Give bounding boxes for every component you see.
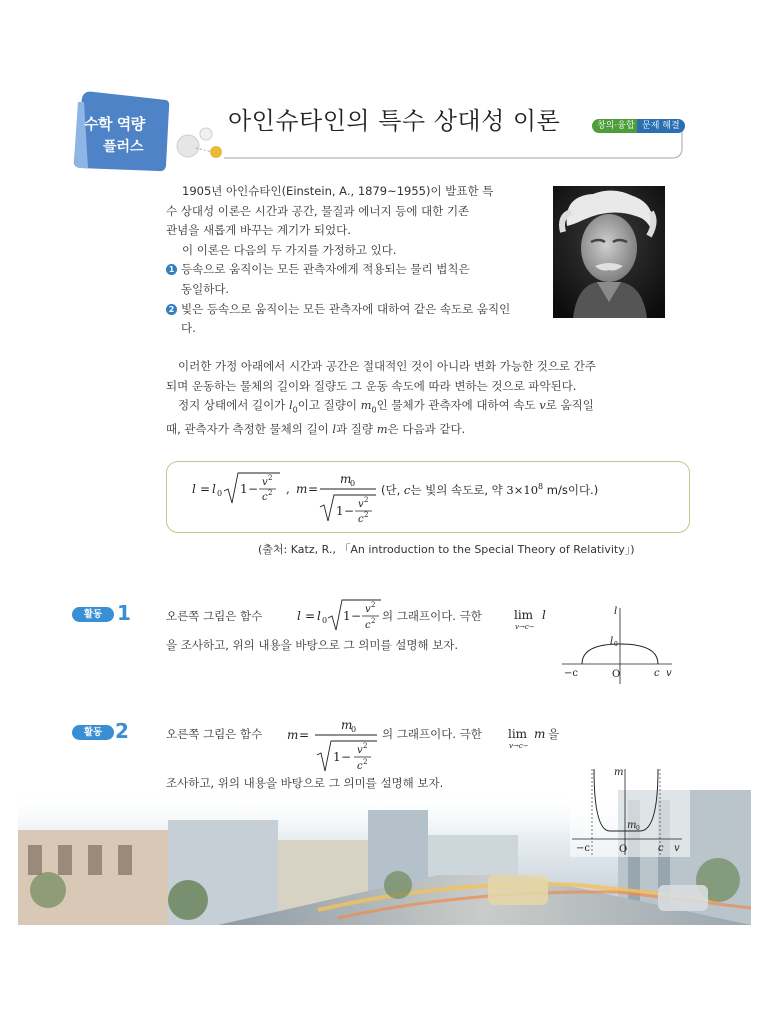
svg-text:=: = <box>299 728 310 742</box>
activity-2-text4: 조사하고, 위의 내용을 바탕으로 그 의미를 설명해 보자. <box>166 776 444 790</box>
intro-line: 수 상대성 이론은 시간과 공간, 물질과 에너지 등에 대한 기존 <box>166 203 470 218</box>
svg-text:−: − <box>341 750 352 764</box>
svg-text:O: O <box>612 669 621 680</box>
svg-text:=: = <box>200 482 211 496</box>
svg-text:2: 2 <box>371 617 376 625</box>
svg-text:0: 0 <box>614 641 618 648</box>
svg-text:1: 1 <box>343 609 351 623</box>
svg-text:v: v <box>357 745 363 756</box>
activity-1-limit <box>512 606 552 632</box>
svg-text:1: 1 <box>240 482 248 496</box>
body-paragraph <box>166 357 686 440</box>
activity-2-text3: 을 <box>548 727 560 741</box>
svg-text:v: v <box>674 843 680 854</box>
svg-text:c: c <box>654 668 660 679</box>
intro-paragraph <box>166 182 540 339</box>
activity-2-function <box>285 715 381 775</box>
svg-text:lim: lim <box>514 608 534 622</box>
assumption-1-cont: 동일하다. <box>181 281 230 296</box>
body-line: 때, 관측자가 측정한 물체의 길이 l과 질량 m은 다음과 같다. <box>166 422 466 437</box>
svg-text:l: l <box>610 636 614 647</box>
svg-text:−c: −c <box>576 843 590 854</box>
svg-text:2: 2 <box>268 474 273 482</box>
svg-text:1: 1 <box>336 504 344 518</box>
svg-text:c: c <box>658 843 664 854</box>
svg-text:l: l <box>614 606 618 617</box>
svg-text:−: − <box>248 482 259 496</box>
svg-text:v: v <box>358 499 364 510</box>
activity-2-graph <box>570 765 690 857</box>
svg-text:0: 0 <box>636 825 640 832</box>
activity-2-text: 오른쪽 그림은 함수 <box>166 727 263 741</box>
svg-text:0: 0 <box>350 479 356 488</box>
tag-creative: 창의·융합 <box>592 119 640 133</box>
activity-2-badge: 활동 <box>72 725 114 740</box>
svg-text:m: m <box>287 728 299 742</box>
number-2-icon: 2 <box>166 304 177 315</box>
number-1-icon: 1 <box>166 264 177 275</box>
intro-line: 이 이론은 다음의 두 가지를 가정하고 있다. <box>182 242 397 257</box>
svg-text:c: c <box>262 492 268 503</box>
svg-text:2: 2 <box>364 511 369 519</box>
svg-text:2: 2 <box>364 496 369 504</box>
svg-text:−: − <box>351 609 362 623</box>
svg-text:2: 2 <box>268 489 273 497</box>
svg-text:l: l <box>192 482 196 496</box>
svg-text:lim: lim <box>508 727 528 741</box>
svg-text:O: O <box>619 844 628 855</box>
svg-text:−: − <box>344 504 355 518</box>
svg-text:v: v <box>666 668 672 679</box>
formula-note: (단, c는 빛의 속도로, 약 $3\times 10^8$ m/s이다.) <box>381 482 599 497</box>
activity-1-graph <box>560 604 680 686</box>
svg-text:0: 0 <box>351 725 357 734</box>
svg-text:c: c <box>365 620 371 631</box>
svg-text:l: l <box>542 608 546 622</box>
svg-text:−c: −c <box>564 668 578 679</box>
activity-1-number: 1 <box>117 601 131 625</box>
svg-text:m: m <box>627 820 637 831</box>
svg-text:l: l <box>317 609 321 623</box>
svg-text:=: = <box>305 609 316 623</box>
svg-text:=: = <box>308 482 319 496</box>
activity-1-text2: 의 그래프이다. 극한 <box>382 609 482 623</box>
svg-text:m: m <box>534 727 546 741</box>
source-citation: (출처: Katz, R., 「An introduction to the Special Theory of Relativity」) <box>258 543 635 556</box>
svg-text:m: m <box>340 472 352 486</box>
activity-1-badge: 활동 <box>72 607 114 622</box>
activity-2-limit <box>506 723 548 751</box>
intro-line: 관념을 새롭게 바꾸는 계기가 되었다. <box>166 223 351 238</box>
svg-text:v→c−: v→c− <box>515 623 535 631</box>
activity-1-function <box>295 598 385 638</box>
intro-line: 1905년 아인슈타인(Einstein, A., 1879~1955)이 발표한 특 <box>182 184 494 198</box>
svg-text:v→c−: v→c− <box>509 742 529 750</box>
assumption-2-cont: 다. <box>181 321 196 336</box>
svg-text:2: 2 <box>363 758 368 766</box>
svg-text:l: l <box>297 609 301 623</box>
svg-text:v: v <box>365 604 371 615</box>
badge-line2: 플러스 <box>103 139 144 155</box>
svg-text:c: c <box>358 514 364 525</box>
svg-text:l: l <box>212 482 216 496</box>
activity-1-text: 오른쪽 그림은 함수 <box>166 609 263 623</box>
svg-text:c: c <box>357 761 363 772</box>
body-line: 되며 운동하는 물체의 길이와 질량도 그 운동 속도에 따라 변하는 것으로 파악된다. <box>166 378 577 393</box>
svg-text:0: 0 <box>217 489 223 498</box>
assumption-2: 2 빛은 등속으로 움직이는 모든 관측자에 대하여 같은 속도로 움직인 <box>166 300 540 320</box>
tag-problem-solving: 문제 해결 <box>637 119 685 133</box>
svg-text:2: 2 <box>363 742 368 750</box>
einstein-portrait <box>553 186 665 318</box>
svg-text:v: v <box>262 477 268 488</box>
activity-2-text2: 의 그래프이다. 극한 <box>382 727 482 741</box>
svg-text:0: 0 <box>322 616 328 625</box>
svg-text:1: 1 <box>333 750 341 764</box>
svg-text:m: m <box>296 482 308 496</box>
svg-text:m: m <box>341 718 353 732</box>
body-line: 이러한 가정 아래에서 시간과 공간은 절대적인 것이 아니라 변화 가능한 것으로 간주 <box>178 359 596 373</box>
activity-1-text3: 을 조사하고, 위의 내용을 바탕으로 그 의미를 설명해 보자. <box>166 638 459 652</box>
svg-text:2: 2 <box>371 601 376 609</box>
body-line: 정지 상태에서 길이가 $l_0$이고 질량이 $m_0$인 물체가 관측자에 대하여 속도 v로 움직일 <box>178 398 594 415</box>
assumption-1: 1 등속으로 움직이는 모든 관측자에게 적용되는 물리 법칙은 <box>166 260 540 280</box>
badge-line1: 수학 역량 <box>84 115 145 133</box>
svg-text:m: m <box>614 767 624 778</box>
svg-text:,: , <box>286 482 290 496</box>
page-title: 아인슈타인의 특수 상대성 이론 <box>228 107 561 135</box>
activity-2-number: 2 <box>115 719 129 743</box>
